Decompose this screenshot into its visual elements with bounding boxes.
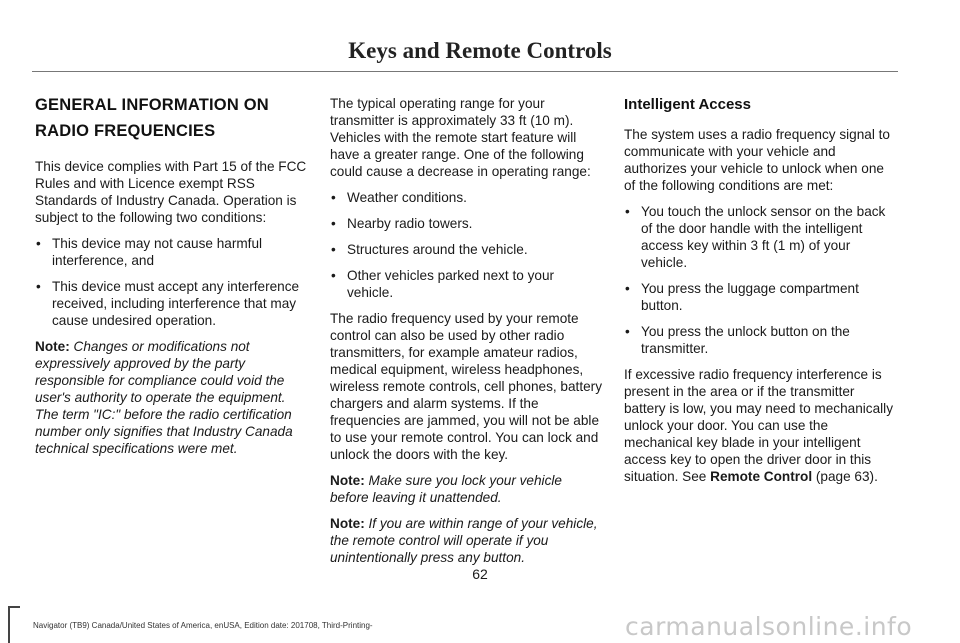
column-right bbox=[624, 95, 898, 494]
section-heading-line1: GENERAL INFORMATION ON bbox=[35, 96, 269, 114]
cross-reference-link[interactable]: Remote Control bbox=[710, 469, 813, 484]
interference-body bbox=[624, 366, 898, 485]
section-heading bbox=[35, 95, 307, 142]
lock-note bbox=[330, 472, 602, 506]
cross-reference-page: (page 63). bbox=[812, 469, 878, 484]
fcc-intro: This device complies with Part 15 of the FCC Rules and with Licence exempt RSS Standards of Industry Canada. Operation is subject to the following two conditions: bbox=[35, 159, 307, 225]
fcc-conditions-list bbox=[35, 235, 307, 329]
note-label: Note: bbox=[35, 339, 70, 354]
header-divider bbox=[32, 71, 898, 72]
list-item: • Structures around the vehicle. bbox=[330, 241, 602, 258]
access-conditions-list bbox=[624, 203, 898, 357]
section-heading-line2: RADIO FREQUENCIES bbox=[35, 122, 216, 140]
page-title: Keys and Remote Controls bbox=[348, 38, 612, 63]
page-number: 62 bbox=[472, 566, 488, 582]
list-item: • Weather conditions. bbox=[330, 189, 602, 206]
note-text: If you are within range of your vehicle, the remote control will operate if you unintentionally press any button. bbox=[330, 516, 598, 565]
list-item: • Nearby radio towers. bbox=[330, 215, 602, 232]
note-label: Note: bbox=[330, 473, 365, 488]
list-item: • You touch the unlock sensor on the back of the door handle with the intelligent access key within 3 ft (1 m) of your vehicle. bbox=[624, 203, 898, 271]
list-item: • Other vehicles parked next to your vehicle. bbox=[330, 267, 602, 301]
list-item: • This device may not cause harmful interference, and bbox=[35, 235, 307, 269]
crop-mark-vertical bbox=[8, 606, 10, 643]
frequency-body: The radio frequency used by your remote control can also be used by other radio transmitters, for example amateur radios, medical equipment, wireless headphones, wireless remote controls, cell phones, battery chargers and alarm systems. If the frequencies are jammed, you will not be able to use your remote control. You can lock and unlock the doors with the key. bbox=[330, 311, 602, 462]
range-note bbox=[330, 515, 602, 566]
interference-text: If excessive radio frequency interference is present in the area or if the transmitter battery is low, you may need to mechanically unlock your door. You can use the mechanical key blade in your intelligent access key to open the driver door in this situation. See bbox=[624, 367, 893, 484]
range-intro: The typical operating range for your transmitter is approximately 33 ft (10 m). Vehicles with the remote start feature will have a greater range. One of the following could cause a decrease in operating range: bbox=[330, 96, 591, 179]
column-left bbox=[35, 95, 307, 466]
edition-footer: Navigator (TB9) Canada/United States of America, enUSA, Edition date: 201708, Third-Printing- bbox=[33, 621, 373, 630]
access-intro: The system uses a radio frequency signal to communicate with your vehicle and authorizes your vehicle to unlock when one of the following conditions are met: bbox=[624, 127, 890, 193]
note-text: Make sure you lock your vehicle before leaving it unattended. bbox=[330, 473, 562, 505]
watermark: carmanualsonline.info bbox=[625, 612, 913, 641]
list-item: • This device must accept any interference received, including interference that may cause undesired operation. bbox=[35, 278, 307, 329]
subsection-heading: Intelligent Access bbox=[624, 96, 751, 113]
column-middle bbox=[330, 95, 602, 575]
note-text: Changes or modifications not expressively approved by the party responsible for compliance could void the user's authority to operate the equipment. The term "IC:" before the radio certification number only signifies that Industry Canada technical specifications were met. bbox=[35, 339, 293, 456]
crop-mark-horizontal bbox=[8, 606, 20, 608]
note-label: Note: bbox=[330, 516, 365, 531]
fcc-note bbox=[35, 338, 307, 457]
range-factors-list bbox=[330, 189, 602, 301]
list-item: • You press the luggage compartment button. bbox=[624, 280, 898, 314]
list-item: • You press the unlock button on the transmitter. bbox=[624, 323, 898, 357]
